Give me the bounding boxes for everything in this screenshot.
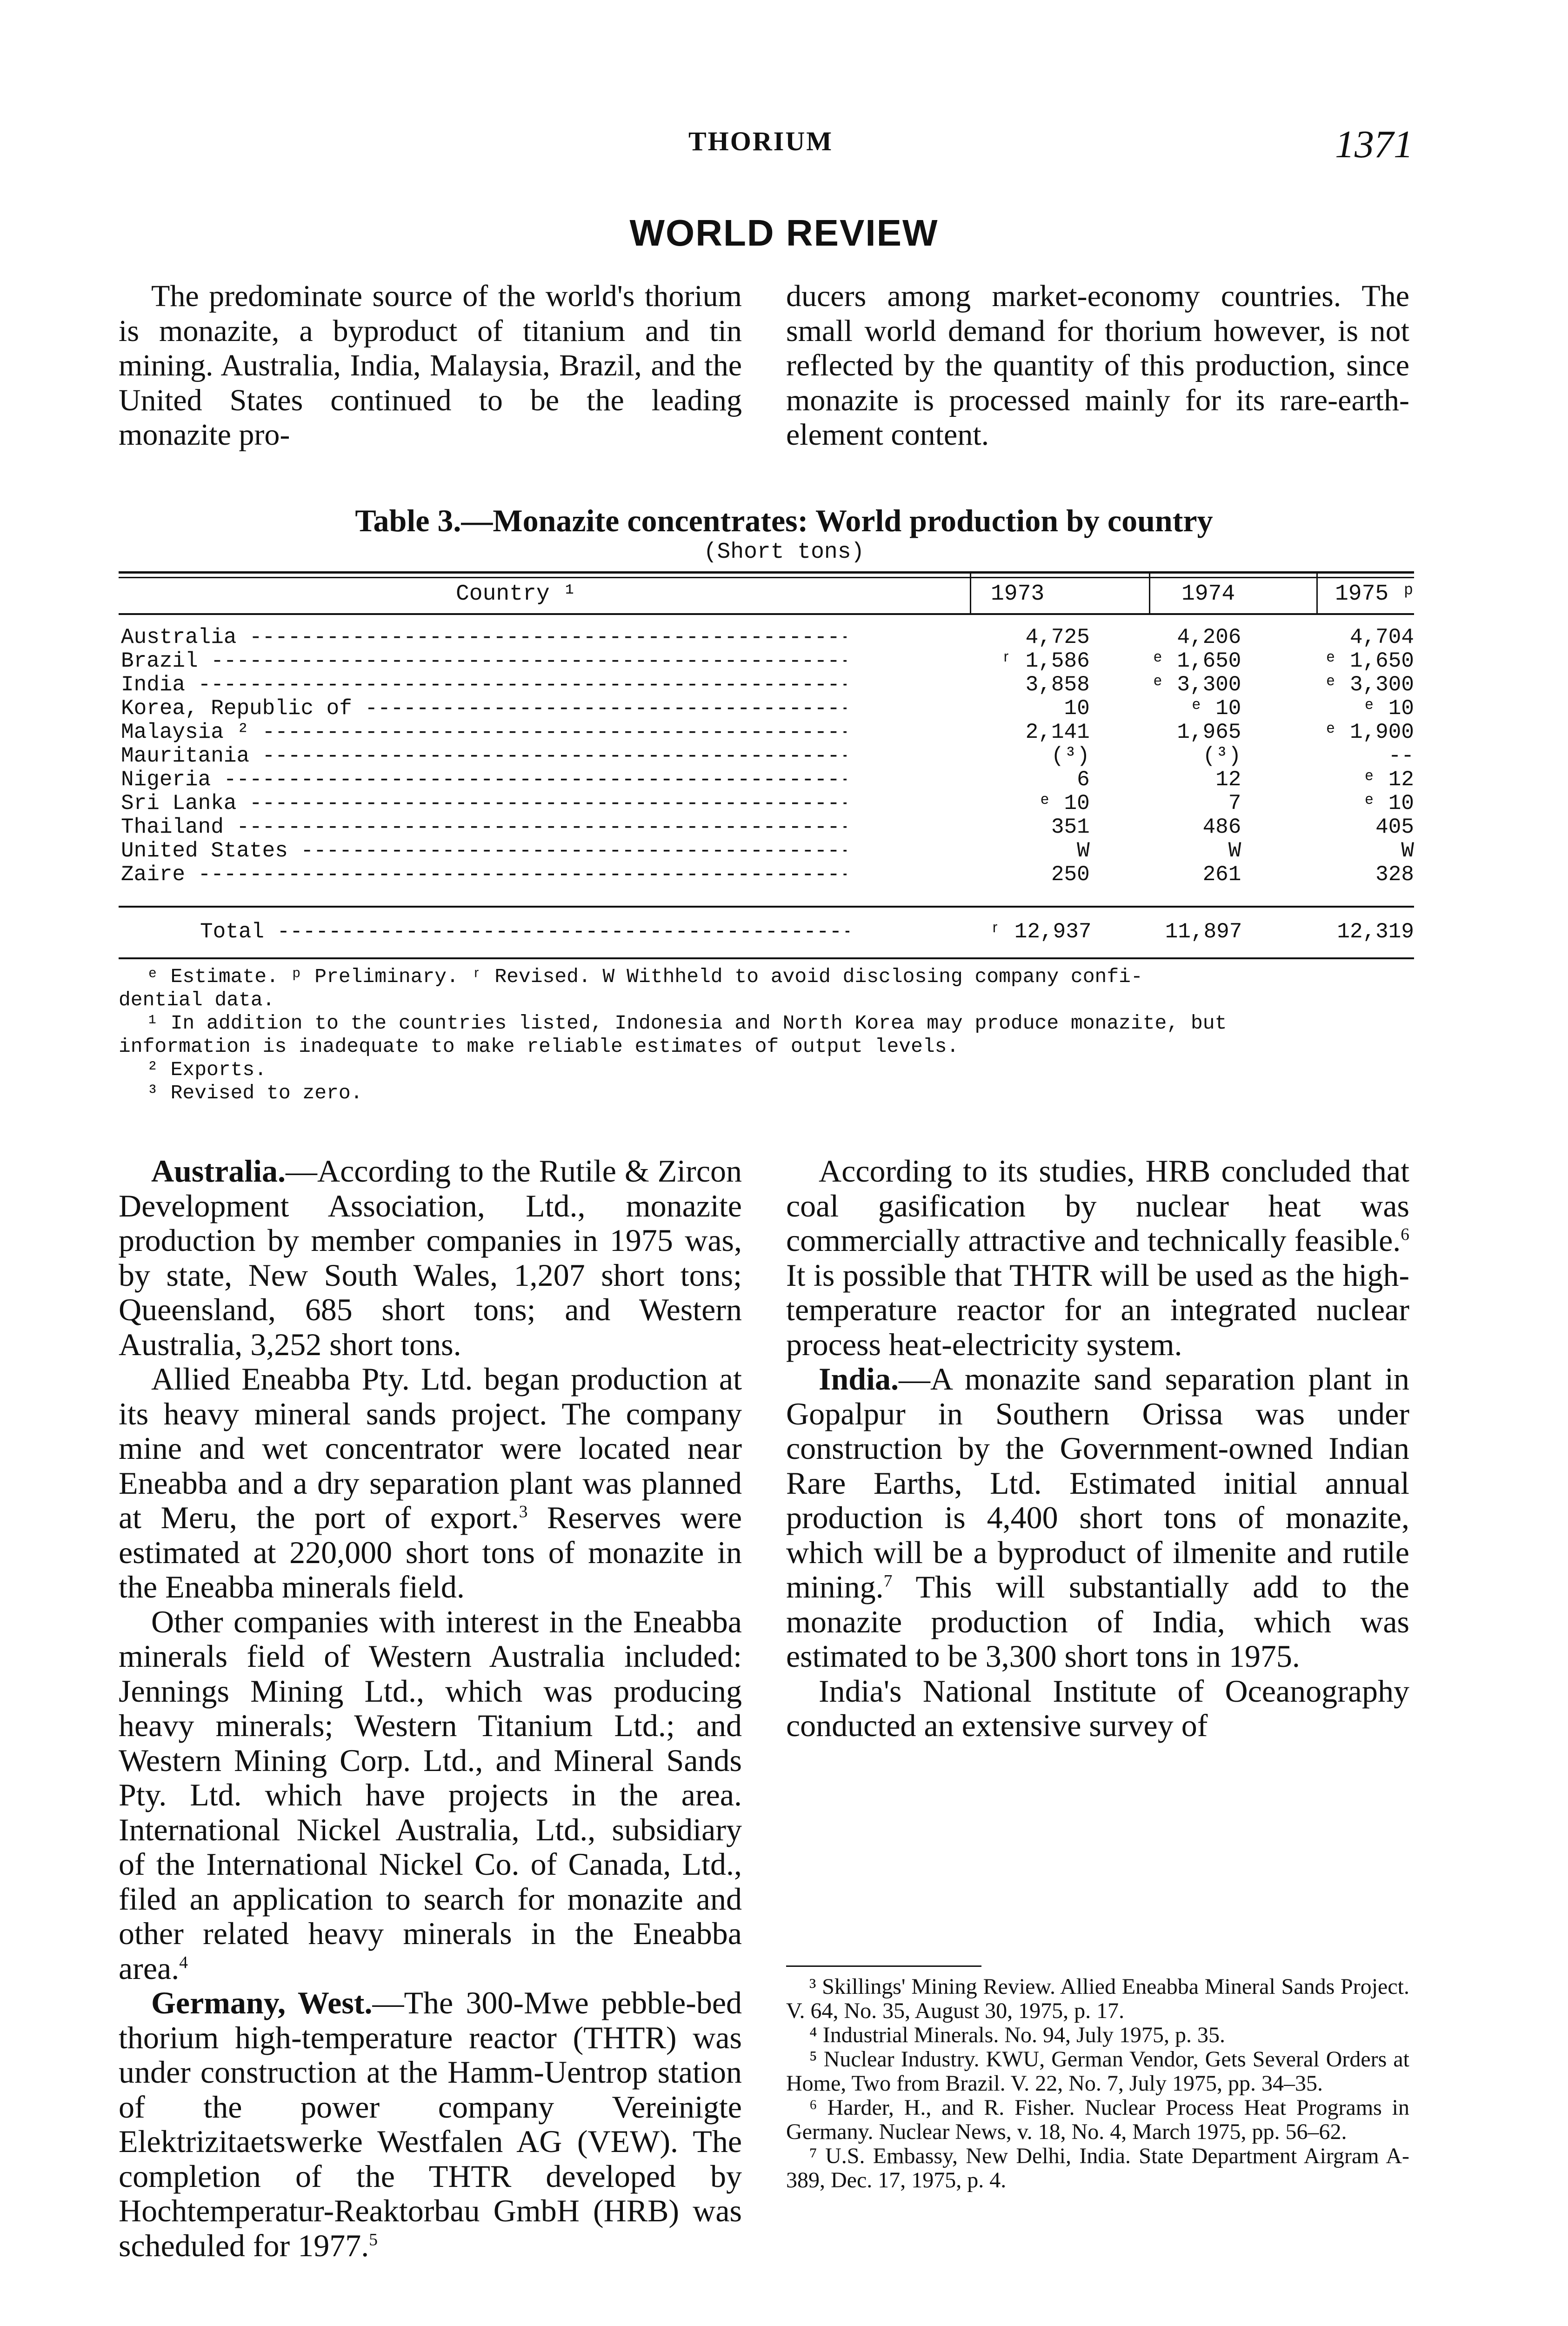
- value-1975: --: [1388, 744, 1414, 768]
- footnote: ⁴ Industrial Minerals. No. 94, July 1975, p. 35.: [809, 2023, 1225, 2047]
- footnote-ref: 6: [1401, 1225, 1409, 1244]
- table-row: [121, 863, 1414, 887]
- footnote-ref: 3: [519, 1502, 528, 1522]
- value-1973: 10: [1064, 696, 1090, 721]
- value-1974: 486: [1202, 815, 1241, 839]
- footnote-ref: 4: [179, 1952, 188, 1972]
- table-notes: [119, 965, 1414, 1105]
- table-column-divider: [1316, 573, 1318, 613]
- intro-right-column: [786, 279, 1409, 453]
- total-1973: ʳ 12,937: [988, 920, 1092, 944]
- table-note: ² Exports.: [147, 1058, 267, 1081]
- running-head: THORIUM: [688, 126, 833, 156]
- value-1975: 4,704: [1349, 625, 1414, 649]
- paragraph-text: —A monazite sand separation plant in Gopalpur in Southern Orissa was under construction by the Government-owned Indian Rare Earths, Ltd. Estimated initial annual production is 4,400 short tons of monazite, which will be a byproduct of ilmenite and rutile mining.: [786, 1361, 1409, 1604]
- value-1975: ᵉ 10: [1362, 791, 1414, 815]
- table-unit: (Short tons): [703, 540, 865, 565]
- table-column-divider: [1149, 573, 1150, 613]
- table-column-divider: [970, 573, 971, 613]
- body-left-column: [119, 1154, 742, 2263]
- table-body: [121, 626, 1414, 887]
- intro-paragraph-left: The predominate source of the world's thorium is monazite, a byproduct of titanium and tin mining. Australia, India, Malaysia, Brazil, and the United States continued to be the leading monazite pro-: [119, 279, 742, 452]
- footnotes: [786, 1975, 1409, 2192]
- country-cell: Australia -----: [121, 626, 847, 649]
- table-row: [121, 697, 1414, 721]
- paragraph: [786, 1154, 1409, 1362]
- table-title: Table 3.—Monazite concentrates: World production by country: [355, 503, 1213, 538]
- value-1974: 12: [1215, 768, 1241, 792]
- value-1974: ᵉ 10: [1189, 696, 1241, 721]
- intro-paragraph-right: ducers among market-economy countries. The small world demand for thorium however, is not reflected by the quantity of this production, since monazite is processed mainly for its rare-earth-element content.: [786, 279, 1409, 452]
- footnote-rule: [786, 1965, 981, 1967]
- total-1974: 11,897: [1165, 920, 1242, 944]
- paragraph-text: According to its studies, HRB concluded that coal gasification by nuclear heat was commercially attractive and technically feasible.: [786, 1153, 1409, 1258]
- table-top-rule: [119, 571, 1414, 574]
- value-1973: 250: [1051, 862, 1090, 887]
- value-1974: ᵉ 3,300: [1151, 673, 1241, 697]
- table-row: [121, 815, 1414, 839]
- value-1975: ᵉ 3,300: [1324, 673, 1414, 697]
- paragraph-text: Reserves were estimated at 220,000 short tons of monazite in the Eneabba minerals field.: [119, 1500, 742, 1604]
- table-top-rule-inner: [119, 577, 1414, 578]
- paragraph: India's National Institute of Oceanography conducted an extensive survey of: [786, 1673, 1409, 1743]
- paragraph-text: It is possible that THTR will be used as the high-temperature reactor for an integrated nuclear process heat-electricity system.: [786, 1257, 1409, 1362]
- value-1975: ᵉ 1,900: [1324, 720, 1414, 744]
- table-row: [121, 768, 1414, 792]
- value-1973: ʳ 1,586: [1000, 649, 1090, 673]
- table-row: [121, 626, 1414, 649]
- paragraph-text: —According to the Rutile & Zircon Development Association, Ltd., monazite production by member companies in 1975 was, by state, New South Wales, 1,207 short tons; Queensland, 685 short tons; and Western Australia, 3,252 short tons.: [119, 1153, 742, 1362]
- paragraph-text: Allied Eneabba Pty. Ltd. began production at its heavy mineral sands project. The company mine and wet concentrator were located near Eneabba and a dry separation plant was planned at Meru, the port of export.: [119, 1361, 742, 1535]
- footnote-ref: 7: [883, 1571, 893, 1591]
- value-1974: 4,206: [1177, 625, 1241, 649]
- value-1975: 328: [1375, 862, 1414, 887]
- table-header-rule: [119, 613, 1414, 615]
- footnote: ³ Skillings' Mining Review. Allied Eneabba Mineral Sands Project. V. 64, No. 35, August 30, 1975, p. 17.: [786, 1974, 1409, 2023]
- country-cell: Nigeria -----: [121, 768, 847, 792]
- table-total-rule: [119, 906, 1414, 908]
- table-row: [121, 649, 1414, 673]
- value-1973: ᵉ 10: [1038, 791, 1090, 815]
- value-1973: 3,858: [1025, 673, 1090, 697]
- value-1973: 351: [1051, 815, 1090, 839]
- table-bottom-rule: [119, 957, 1414, 959]
- table-row: [121, 744, 1414, 768]
- paragraph-text: Other companies with interest in the Eneabba minerals field of Western Australia included: Jennings Mining Ltd., which was producing heavy minerals; Western Titanium Ltd.; and Western Mining Corp. Ltd., and Mineral Sands Pty. Ltd. which have projects in the area. International Nickel Australia, Ltd., subsidiary of the International Nickel Co. of Canada, Ltd., filed an application to search for monazite and other related heavy minerals in the Eneabba area.: [119, 1604, 742, 1986]
- paragraph-australia: [119, 1154, 742, 1362]
- country-cell: Malaysia ² -----: [121, 721, 847, 744]
- footnote: ⁵ Nuclear Industry. KWU, German Vendor, Gets Several Orders at Home, Two from Brazil. V. 22, No. 7, July 1975, pp. 34–35.: [786, 2047, 1409, 2096]
- country-cell: United States -----: [121, 839, 847, 863]
- country-cell: Mauritania -----: [121, 744, 847, 768]
- table-row: [121, 792, 1414, 815]
- section-title: WORLD REVIEW: [629, 212, 939, 254]
- table-note: ¹ In addition to the countries listed, Indonesia and North Korea may produce monazite, but: [147, 1012, 1227, 1035]
- value-1974: 1,965: [1177, 720, 1241, 744]
- value-1973: (³): [1051, 744, 1090, 768]
- paragraph-text: This will substantially add to the monazite production of India, which was estimated to be 3,300 short tons in 1975.: [786, 1569, 1409, 1674]
- paragraph: [119, 1604, 742, 1986]
- table-row: [121, 839, 1414, 863]
- value-1975: 405: [1375, 815, 1414, 839]
- value-1974: W: [1228, 839, 1241, 863]
- country-cell: India -----: [121, 673, 847, 697]
- value-1974: 261: [1202, 862, 1241, 887]
- value-1973: W: [1077, 839, 1090, 863]
- value-1974: 7: [1228, 791, 1241, 815]
- paragraph-germany: [119, 1985, 742, 2263]
- table-header-country: Country ¹: [456, 582, 577, 607]
- country-heading-india: India.: [819, 1361, 899, 1397]
- total-label: Total -----: [121, 919, 849, 945]
- value-1975: W: [1401, 839, 1414, 863]
- table-note: ᵉ Estimate. ᵖ Preliminary. ʳ Revised. W Withheld to avoid disclosing company confi-: [147, 965, 1143, 988]
- table-note: dential data.: [119, 989, 275, 1011]
- paragraph-india: [786, 1362, 1409, 1674]
- table-note: ³ Revised to zero.: [147, 1082, 363, 1104]
- page-number: 1371: [1335, 123, 1413, 166]
- value-1975: ᵉ 10: [1362, 696, 1414, 721]
- paragraph: [119, 1362, 742, 1604]
- value-1975: ᵉ 12: [1362, 768, 1414, 792]
- value-1975: ᵉ 1,650: [1324, 649, 1414, 673]
- table-header-1975: 1975 ᵖ: [1335, 582, 1415, 607]
- value-1973: 6: [1077, 768, 1090, 792]
- table-note: information is inadequate to make reliable estimates of output levels.: [119, 1035, 959, 1058]
- country-cell: Sri Lanka -----: [121, 792, 847, 815]
- value-1973: 4,725: [1025, 625, 1090, 649]
- total-1975: 12,319: [1337, 920, 1414, 944]
- country-cell: Zaire -----: [121, 863, 847, 887]
- value-1974: ᵉ 1,650: [1151, 649, 1241, 673]
- country-cell: Brazil -----: [121, 649, 847, 673]
- table-total-row: [121, 919, 1414, 945]
- body-right-column: [786, 1154, 1409, 1743]
- footnote: ⁶ Harder, H., and R. Fisher. Nuclear Process Heat Programs in Germany. Nuclear News, v. 18, No. 4, March 1975, pp. 56–62.: [786, 2095, 1409, 2144]
- footnote: ⁷ U.S. Embassy, New Delhi, India. State Department Airgram A-389, Dec. 17, 1975, p. 4.: [786, 2144, 1409, 2192]
- intro-left-column: [119, 279, 742, 453]
- country-cell: Thailand -----: [121, 815, 847, 839]
- table-header-1973: 1973: [991, 582, 1045, 607]
- value-1974: (³): [1202, 744, 1241, 768]
- table-row: [121, 673, 1414, 697]
- footnote-ref: 5: [369, 2230, 378, 2249]
- country-cell: Korea, Republic of -----: [121, 697, 847, 721]
- paragraph-text: —The 300-Mwe pebble-bed thorium high-temperature reactor (THTR) was under construction at the Hamm-Uentrop station of the power company Vereinigte Elektrizitaetswerke Westfalen AG (VEW). The completion of the THTR developed by Hochtemperatur-Reaktorbau GmbH (HRB) was scheduled for 1977.: [119, 1985, 742, 2263]
- value-1973: 2,141: [1025, 720, 1090, 744]
- table-row: [121, 721, 1414, 744]
- country-heading-australia: Australia.: [151, 1153, 286, 1189]
- country-heading-germany: Germany, West.: [151, 1985, 373, 2020]
- table-header-1974: 1974: [1181, 582, 1235, 607]
